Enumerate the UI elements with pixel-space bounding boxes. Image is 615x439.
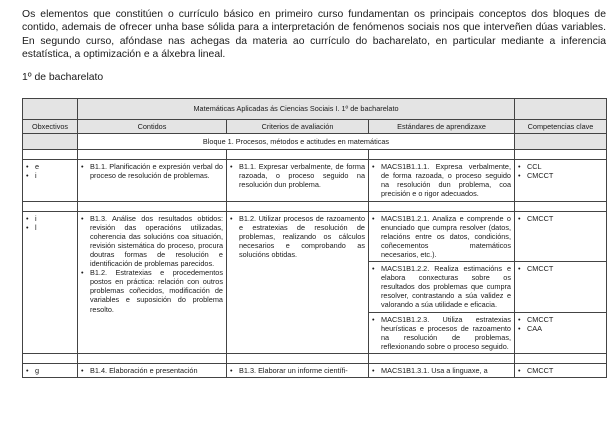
header-criteria: Criterios de avaliación [227,120,369,134]
content-item: • B1.1. Planificación e expresión verbal do proceso de resolución de problemas. [81,162,223,180]
section-title: 1º de bacharelato [22,72,104,83]
table-row [23,363,607,377]
competences-cell [515,211,607,261]
criterion-item: • B1.1. Expresar verbalmente, de forma razoada, o proceso seguido na resolución dun problema. [230,162,365,189]
content-cell [78,363,227,377]
standard-cell [369,363,515,377]
criterion-item: • B1.3. Elaborar un informe científi- [230,366,365,375]
curriculum-table [22,98,607,378]
table-caption: Matemáticas Aplicadas ás Ciencias Sociais I. 1º de bacharelato [78,99,515,120]
spacer-cell [227,353,369,363]
spacer-cell [227,150,369,160]
content-cell [78,211,227,353]
spacer-cell [78,201,227,211]
content-cell [78,160,227,201]
competence-item: • CMCCT [518,366,603,375]
competence-item: • CMCCT [518,214,603,223]
block-spacer [515,134,607,150]
spacer-cell [78,353,227,363]
block-spacer [23,134,78,150]
objective-item: • e [26,162,74,171]
objectives-cell [23,211,78,353]
competence-item: • CMCCT [518,264,603,273]
standard-cell [369,160,515,201]
standard-item: • MACS1B1.1.1. Expresa verbalmente, de forma razoada, o proceso seguido na resolución dun problema, coa precisión e o rigor adecuados. [372,162,511,198]
competence-item: • CMCCT [518,315,603,324]
standard-cell [369,211,515,261]
competences-cell [515,363,607,377]
competences-cell [515,312,607,353]
intro-paragraph: Os elementos que constitúen o currículo básico en primeiro curso fundamentan os principais conceptos dos bloques de contido, ademais de ofrecer unha base sólida para a interpretación de fenómenos sociais nos que interveñen dúas variables. En segundo curso, afóndase nas achegas da materia ao currículo do bacharelato, en particular mediante a inferencia estatística, a optimización e a álxebra lineal. [22,9,606,61]
header-competences: Competencias clave [515,120,607,134]
objective-item: • g [26,366,74,375]
table-row [23,211,607,261]
objective-item: • i [26,214,74,223]
competence-item: • CCL [518,162,603,171]
criterion-cell [227,363,369,377]
spacer-cell [227,201,369,211]
objectives-cell [23,363,78,377]
competence-item: • CAA [518,324,603,333]
content-item: • B1.2. Estratexias e procedementos postos en práctica: relación con outros problemas coñecidos, modificación de variables e suposición do problema resolto. [81,268,223,313]
objective-item: • i [26,171,74,180]
spacer-cell [369,150,515,160]
header-empty-cell [515,99,607,120]
competence-item: • CMCCT [518,171,603,180]
competences-cell [515,262,607,312]
spacer-cell [78,150,227,160]
header-empty-cell [23,99,78,120]
spacer-cell [23,150,78,160]
header-objectives: Obxectivos [23,120,78,134]
spacer-cell [515,353,607,363]
criterion-cell [227,211,369,353]
header-standards: Estándares de aprendizaxe [369,120,515,134]
spacer-cell [369,353,515,363]
standard-item: • MACS1B1.2.2. Realiza estimacións e elabora conxecturas sobre os resultados dos problemas que cumpra resolver, contrastando a súa validez e valorando a súa utilidade e eficacia. [372,264,511,309]
standard-cell [369,312,515,353]
spacer-cell [369,201,515,211]
spacer-cell [515,201,607,211]
objective-item: • l [26,223,74,232]
competences-cell [515,160,607,201]
spacer-cell [515,150,607,160]
content-item: • B1.3. Análise dos resultados obtidos: revisión das operacións utilizadas, coherencia das solucións coa situación, revisión sistemática do proceso, procura doutras formas de resolución e identificación de problemas parecidos. [81,214,223,269]
spacer-cell [23,201,78,211]
criterion-item: • B1.2. Utilizar procesos de razoamento e estratexias de resolución de problemas, realizando os cálculos necesarios e comprobando as solucións obtidas. [230,214,365,259]
criterion-cell [227,160,369,201]
header-contents: Contidos [78,120,227,134]
spacer-cell [23,353,78,363]
standard-cell [369,262,515,312]
content-item: • B1.4. Elaboración e presentación [81,366,223,375]
standard-item: • MACS1B1.2.1. Analiza e comprende o enunciado que cumpra resolver (datos, relacións entre os datos, condicións, coñecementos matemáticos necesarios, etc.). [372,214,511,259]
standard-item: • MACS1B1.3.1. Usa a linguaxe, a [372,366,511,375]
objectives-cell [23,160,78,201]
block-title: Bloque 1. Procesos, métodos e actitudes en matemáticas [78,134,515,150]
standard-item: • MACS1B1.2.3. Utiliza estratexias heurísticas e procesos de razoamento na resolución de problemas, reflexionando sobre o proceso seguido. [372,315,511,351]
table-row [23,160,607,201]
